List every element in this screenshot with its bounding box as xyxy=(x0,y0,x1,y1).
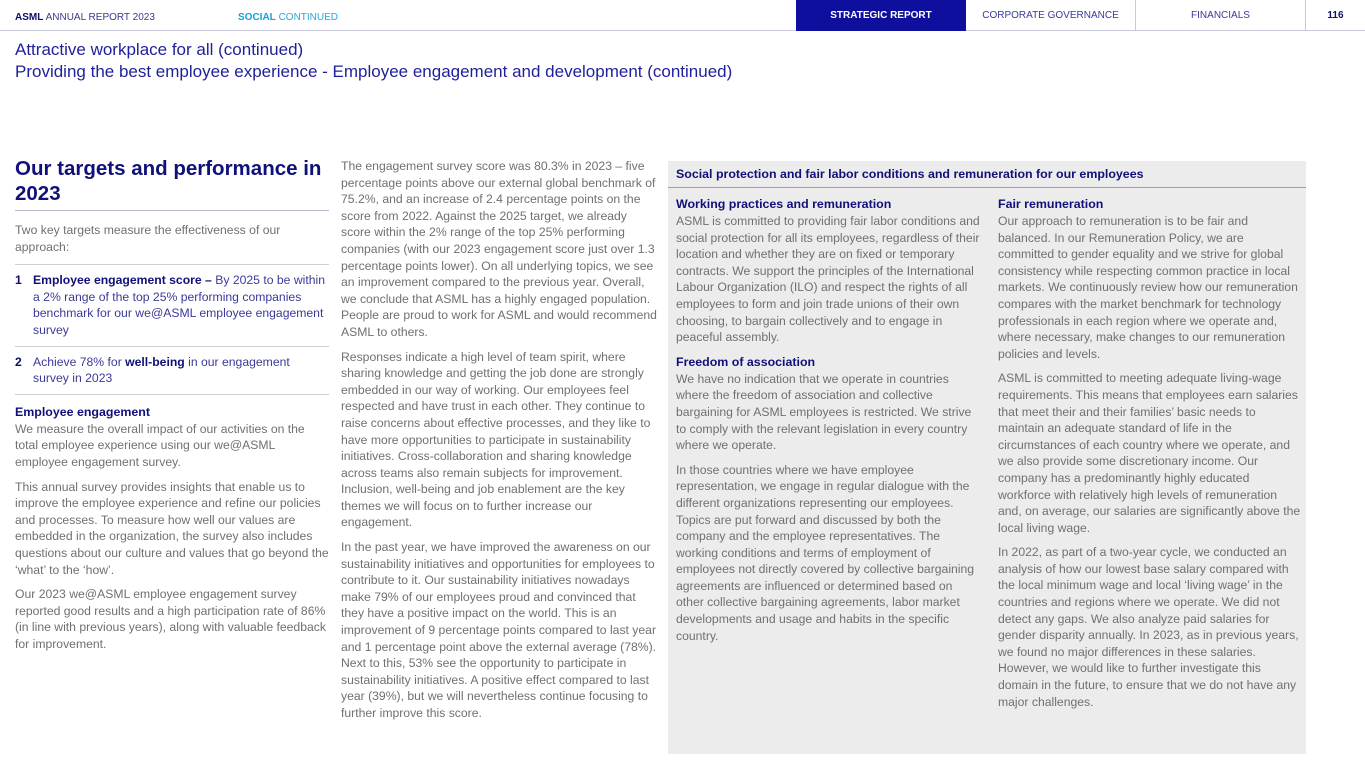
paragraph: We measure the overall impact of our activities on the total employee experience using our we@ASML employee engagement survey. xyxy=(15,421,305,469)
targets-intro: Two key targets measure the effectiveness of our approach: xyxy=(15,222,329,265)
target-post: in our engagement survey in 2023 xyxy=(33,354,290,386)
target-item-2 xyxy=(15,347,329,395)
page-title-line2: Providing the best employee experience - Employee engagement and development (continued) xyxy=(15,62,733,81)
target-text xyxy=(33,354,329,387)
paragraph: ASML is committed to providing fair labor conditions and social protection for all its employees, regardless of their location and whether they are on fixed or temporary contracts. We support the principles of the International Labour Organization (ILO) and respect the rights of all employees to form and join trade unions of their own choosing, to bargain collectively and to engage in peaceful assembly. xyxy=(676,214,980,345)
target-bold: Employee engagement score – xyxy=(33,273,212,288)
fair-remuneration-heading: Fair remuneration xyxy=(998,197,1104,211)
nav-strategic-report[interactable]: STRATEGIC REPORT xyxy=(796,0,966,31)
report-brand xyxy=(15,12,155,23)
top-bar xyxy=(0,0,1365,31)
survey-results-column xyxy=(341,158,659,730)
target-number: 1 xyxy=(15,273,22,288)
working-practices-heading: Working practices and remuneration xyxy=(676,197,892,211)
nav-corporate-governance[interactable]: CORPORATE GOVERNANCE xyxy=(966,0,1136,31)
paragraph: In those countries where we have employee representation, we engage in regular dialogue with the different organizations representing our employees. Topics are put forward and discussed by both the company and the employee representatives. The working conditions and terms of employment of employees not directly covered by collective bargaining agreements are influenced or determined based on other collective bargaining agreements, labor market developments and usage and habits in the specific country. xyxy=(676,462,975,643)
social-protection-panel xyxy=(668,161,1306,754)
nav-financials[interactable]: FINANCIALS xyxy=(1136,0,1306,31)
panel-column-right xyxy=(998,196,1302,718)
target-number: 2 xyxy=(15,354,22,369)
paragraph: We have no indication that we operate in countries where the freedom of association and collective bargaining for ASML employees is restricted. We strive to comply with the relevant legislation in every country where we operate. xyxy=(676,371,972,453)
brand-rest: ANNUAL REPORT 2023 xyxy=(45,12,155,23)
target-pre: Achieve 78% for xyxy=(33,354,126,369)
brand-bold: ASML xyxy=(15,12,44,23)
target-desc: By 2025 to be within a 2% range of the top 25% performing companies benchmark for our we@ASML employee engagement survey xyxy=(33,273,325,337)
paragraph: Our approach to remuneration is to be fair and balanced. In our Remuneration Policy, we are committed to gender equality and we strive for global consistency while respecting common practice in local markets. We continuously review how our remuneration compares with the market benchmark for technology professionals in each region where we operate and, where necessary, make changes to our remuneration policies and levels. xyxy=(998,214,1298,361)
section-bold: SOCIAL xyxy=(238,12,276,23)
paragraph: This annual survey provides insights that enable us to improve the employee experience and refine our policies and processes. To measure how well our values are embedded in the organization, the survey also includes questions about our culture and values that go beyond the ‘what’ to the ‘how’. xyxy=(15,479,329,577)
section-label xyxy=(238,12,338,23)
page-number: 116 xyxy=(1327,10,1344,21)
paragraph: Responses indicate a high level of team spirit, where sharing knowledge and getting the job done are strongly embedded in our way of working. Our employees feel respected and have trust in each other. They continue to raise concerns about effective processes, and they like to have more opportunities to participate in sustainability initiatives. Cross-collaboration and sharing knowledge across teams also remain subjects for improvement. Inclusion, well-being and job enablement are the key themes we will focus on to further increase our engagement. xyxy=(341,349,651,530)
target-bold: well-being xyxy=(125,354,185,369)
page-title xyxy=(15,39,732,83)
panel-column-left xyxy=(676,196,980,652)
employee-engagement-heading: Employee engagement xyxy=(15,404,150,419)
paragraph: ASML is committed to meeting adequate living-wage requirements. This means that employees earn salaries that meet their and their families’ basic needs to maintain an adequate standard of life in the circumstances of each country where we operate, and we also provide some discretionary income. Our company has a predominantly highly educated workforce with relatively high levels of remuneration and, on average, our salaries are significantly above the local living wage. xyxy=(998,371,1301,535)
paragraph: In the past year, we have improved the awareness on our sustainability initiatives and opportunities for employees to contribute to it. Our sustainability initiatives nowadays make 79% of our employees proud and convinced that they have a positive impact on the world. This is an improvement of 9 percentage points compared to last year and 1 percentage point above the external average (78%). Next to this, 53% see the opportunity to participate in sustainability initiatives. A positive effect compared to last year (39%), but we will nevertheless continue focusing to further improve this score. xyxy=(341,540,657,720)
targets-column xyxy=(15,156,329,660)
paragraph: In 2022, as part of a two-year cycle, we conducted an analysis of how our lowest base salary compared with the local minimum wage and local ‘living wage’ in the countries and regions where we operate. We did not detect any gaps. We also analyze paid salaries for gender disparity annually. In 2023, as in previous years, we found no major differences in these salaries. However, we would like to further investigate this domain in the future, to ensure that we do not have any major challenges. xyxy=(998,545,1299,709)
targets-heading: Our targets and performance in 2023 xyxy=(15,156,329,211)
paragraph: Our 2023 we@ASML employee engagement survey reported good results and a high participation rate of 86% (in line with previous years), along with valuable feedback for improvement. xyxy=(15,587,326,651)
freedom-of-association-heading: Freedom of association xyxy=(676,354,816,369)
panel-title: Social protection and fair labor conditions and remuneration for our employees xyxy=(668,161,1306,188)
page-title-line1: Attractive workplace for all (continued) xyxy=(15,40,304,59)
section-rest: CONTINUED xyxy=(278,12,339,23)
paragraph: The engagement survey score was 80.3% in 2023 – five percentage points above our external global benchmark of 75.2%, and an increase of 2.4 percentage points on the score from 2022. Against the 2025 target, we already score within the 2% range of the top 25% performing companies (with our 2023 engagement score just over 1.3 percentage points lower). On all underlying topics, we see an improvement compared to the previous year. Overall, we conclude that ASML has a highly engaged population. People are proud to work for ASML and would recommend ASML to others. xyxy=(341,159,657,339)
target-text xyxy=(33,272,329,338)
target-item-1 xyxy=(15,265,329,346)
